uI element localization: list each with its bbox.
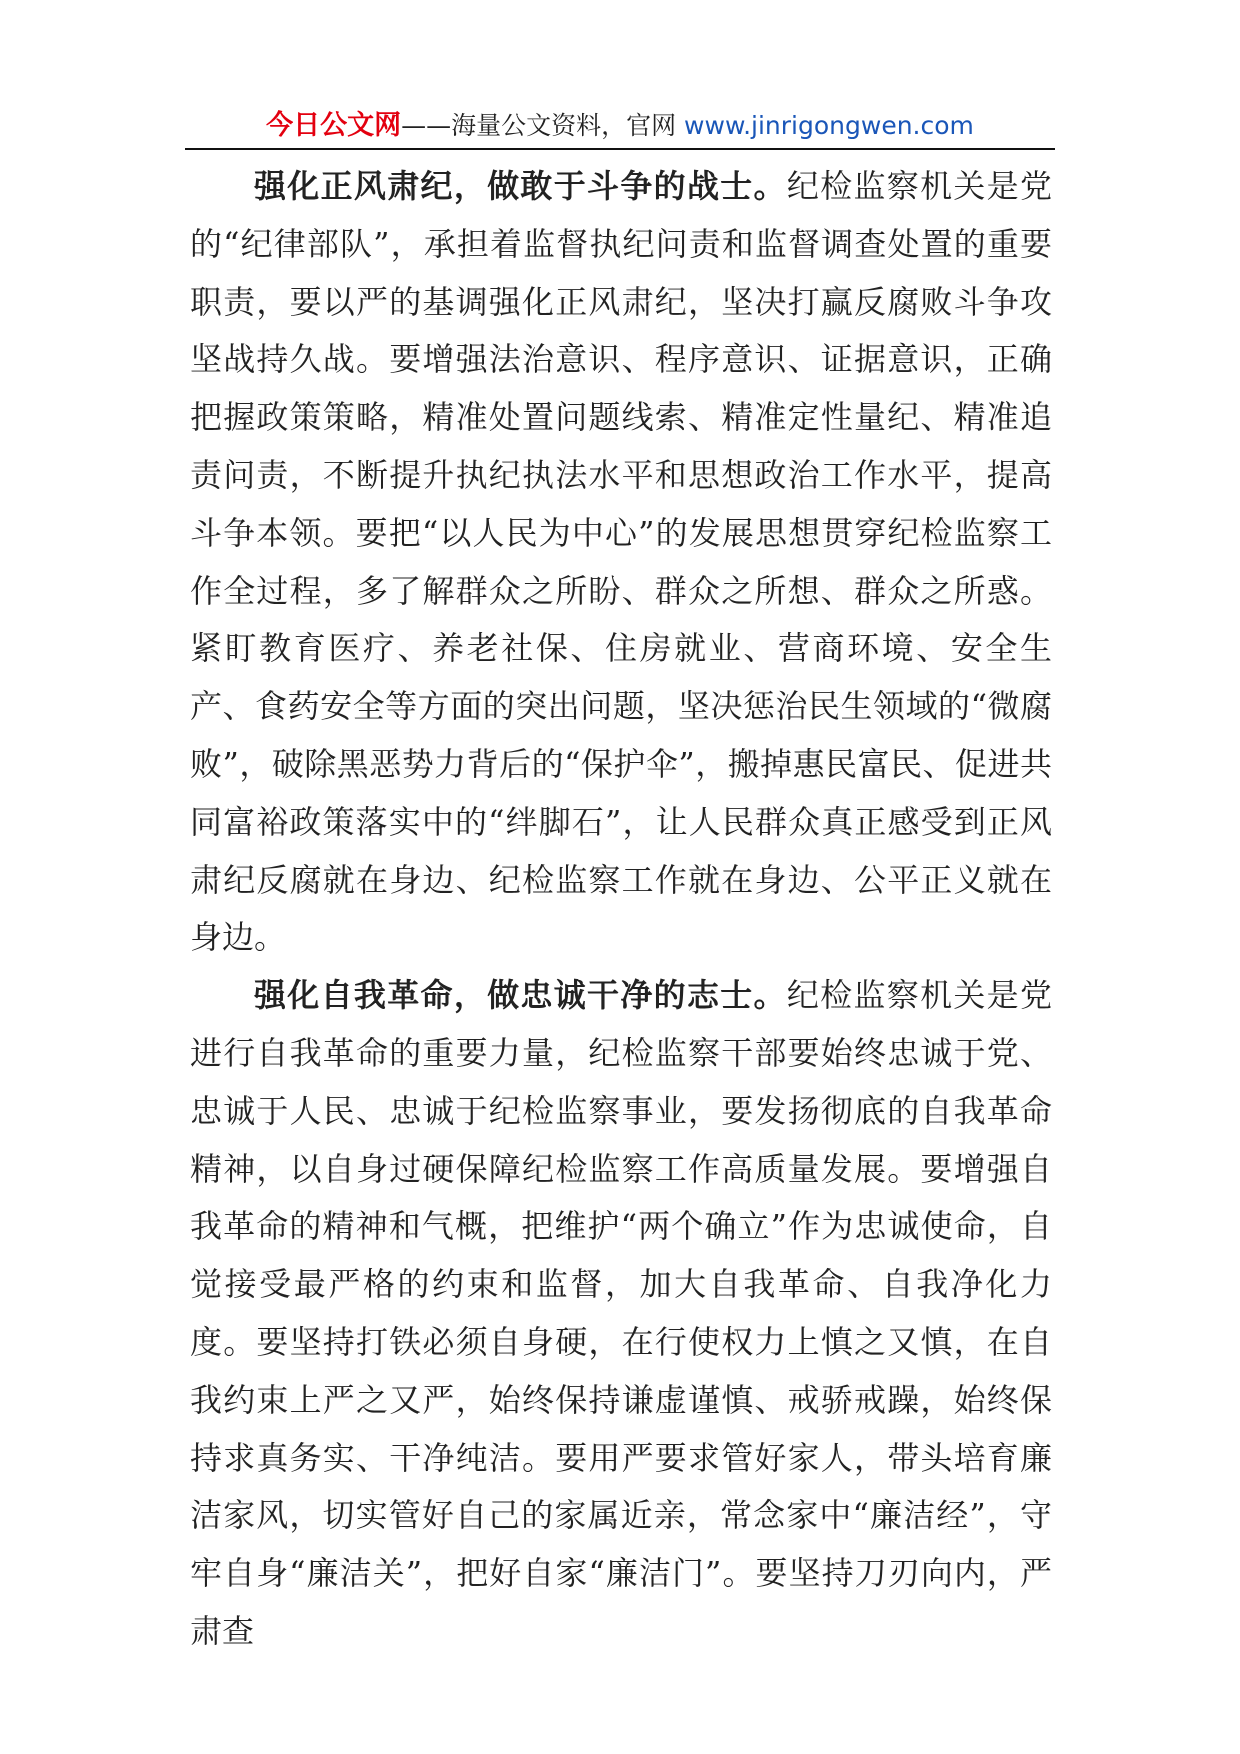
header-divider <box>185 148 1055 150</box>
page-header <box>185 106 1055 146</box>
paragraph-2 <box>190 967 1052 1661</box>
paragraph-1-heading: 强化正风肃纪，做敢于斗争的战士。 <box>254 167 787 205</box>
paragraph-2-text: 纪检监察机关是党进行自我革命的重要力量，纪检监察干部要始终忠诚于党、忠诚于人民、忠诚于纪检监察事业，要发扬彻底的自我革命精神，以自身过硬保障纪检监察工作高质量发展。要增强自我革命的精神和气概，把维护“两个确立”作为忠诚使命，自觉接受最严格的约束和监督，加大自我革命、自我净化力度。要坚持打铁必须自身硬，在行使权力上慎之又慎，在自我约束上严之又严，始终保持谦虚谨慎、戒骄戒躁，始终保持求真务实、干净纯洁。要用严要求管好家人，带头培育廉洁家风，切实管好自己的家属近亲，常念家中“廉洁经”，守牢自身“廉洁关”，把好自家“廉洁门”。要坚持刀刃向内，严肃查 <box>190 976 1052 1650</box>
website-link[interactable]: www.jinrigongwen.com <box>684 111 974 140</box>
document-body <box>190 158 1052 1661</box>
paragraph-1 <box>190 158 1052 967</box>
paragraph-1-text: 纪检监察机关是党的“纪律部队”，承担着监督执纪问责和监督调查处置的重要职责，要以严的基调强化正风肃纪，坚决打赢反腐败斗争攻坚战持久战。要增强法治意识、程序意识、证据意识，正确把握政策策略，精准处置问题线索、精准定性量纪、精准追责问责，不断提升执纪执法水平和思想政治工作水平，提高斗争本领。要把“以人民为中心”的发展思想贯穿纪检监察工作全过程，多了解群众之所盼、群众之所想、群众之所惑。紧盯教育医疗、养老社保、住房就业、营商环境、安全生产、食药安全等方面的突出问题，坚决惩治民生领域的“微腐败”，破除黑恶势力背后的“保护伞”，搬掉惠民富民、促进共同富裕政策落实中的“绊脚石”，让人民群众真正感受到正风肃纪反腐就在身边、纪检监察工作就在身边、公平正义就在身边。 <box>190 167 1052 957</box>
header-tagline: ——海量公文资料，官网 <box>401 111 685 140</box>
paragraph-2-heading: 强化自我革命，做忠诚干净的志士。 <box>254 976 787 1015</box>
brand-name: 今日公文网 <box>266 110 402 141</box>
